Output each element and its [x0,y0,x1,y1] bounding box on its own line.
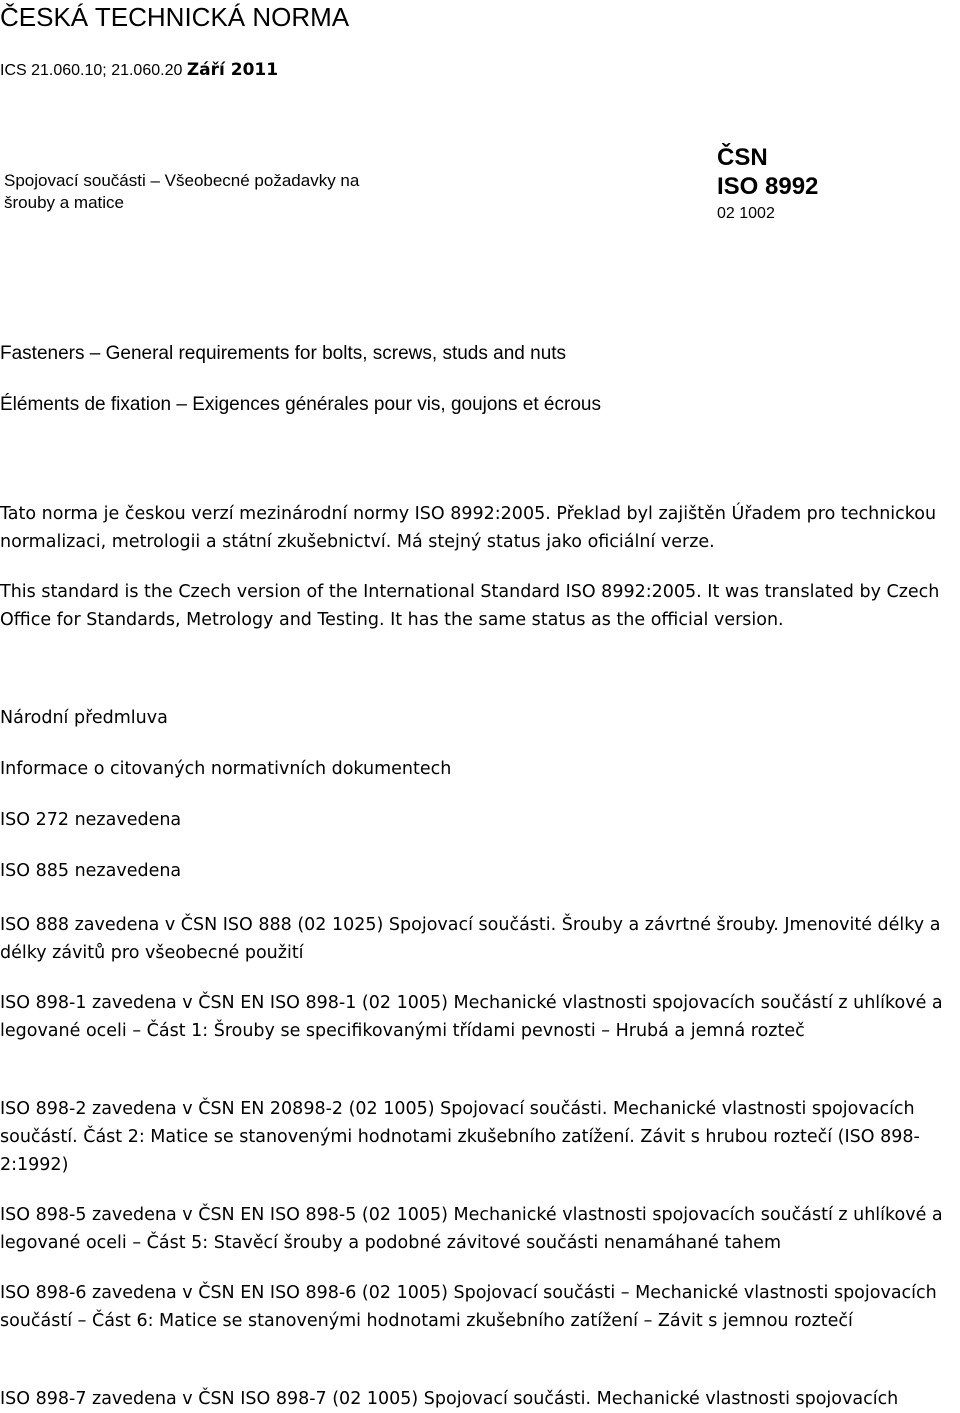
english-title: Fasteners – General requirements for bolts, screws, studs and nuts [0,343,567,364]
publication-date: Září 2011 [186,60,279,80]
reference-item: ISO 898-6 zavedena v ČSN EN ISO 898-6 (02 1005) Spojovací součásti – Mechanické vlastnosti spojovacích součástí – Část 6: Matice se stanovenými hodnotami zkušebního zatížení – Závit s jemnou roztečí [0,1283,937,1331]
reference-item: ISO 898-7 zavedena v ČSN ISO 898-7 (02 1005) Spojovací součásti. Mechanické vlastnosti spojovacích [0,1389,899,1409]
reference-item: ISO 888 zavedena v ČSN ISO 888 (02 1025) Spojovací součásti. Šrouby a závrtné šrouby. Jmenovité délky a délky závitů pro všeobecné použití [0,915,941,963]
reference-item: ISO 272 nezavedena [0,810,182,830]
french-title: Éléments de fixation – Exigences générales pour vis, goujons et écrous [0,394,601,415]
english-statement: This standard is the Czech version of the International Standard ISO 8992:2005. It was translated by Czech Office for Standards, Metrology and Testing. It has the same status as the official version. [0,582,940,630]
csn-label: ČSN [717,144,768,171]
reference-item: ISO 885 nezavedena [0,861,182,881]
reference-item: ISO 898-5 zavedena v ČSN EN ISO 898-5 (02 1005) Mechanické vlastnosti spojovacích součástí z uhlíkové a legované oceli – Část 5: Stavěcí šrouby a podobné závitové součásti nenamáhané tahem [0,1205,943,1253]
iso-number: ISO 8992 [717,173,819,200]
standard-designation [717,143,818,227]
reference-item: ISO 898-1 zavedena v ČSN EN ISO 898-1 (02 1005) Mechanické vlastnosti spojovacích součástí z uhlíkové a legované oceli – Část 1: Šrouby se specifikovanými třídami pevnosti – Hrubá a jemná rozteč [0,993,943,1041]
czech-statement: Tato norma je českou verzí mezinárodní normy ISO 8992:2005. Překlad byl zajištěn Úřadem pro technickou normalizaci, metrologii a státní zkušebnictví. Má stejný status jako oficiální verze. [0,504,937,552]
reference-item: ISO 898-2 zavedena v ČSN EN 20898-2 (02 1005) Spojovací součásti. Mechanické vlastnosti spojovacích součástí. Část 2: Matice se stanovenými hodnotami zkušebního zatížení. Závit s hrubou roztečí (ISO 898-2:1992) [0,1099,920,1175]
document-type-heading: ČESKÁ TECHNICKÁ NORMA [0,2,350,32]
czech-title: Spojovací součásti – Všeobecné požadavky na šrouby a matice [4,171,360,212]
classification-number: 02 1002 [717,205,775,222]
ics-codes: ICS 21.060.10; 21.060.20 [0,62,183,79]
foreword-heading: Národní předmluva [0,708,168,728]
foreword-subheading: Informace o citovaných normativních dokumentech [0,759,452,779]
ics-line [0,60,278,80]
